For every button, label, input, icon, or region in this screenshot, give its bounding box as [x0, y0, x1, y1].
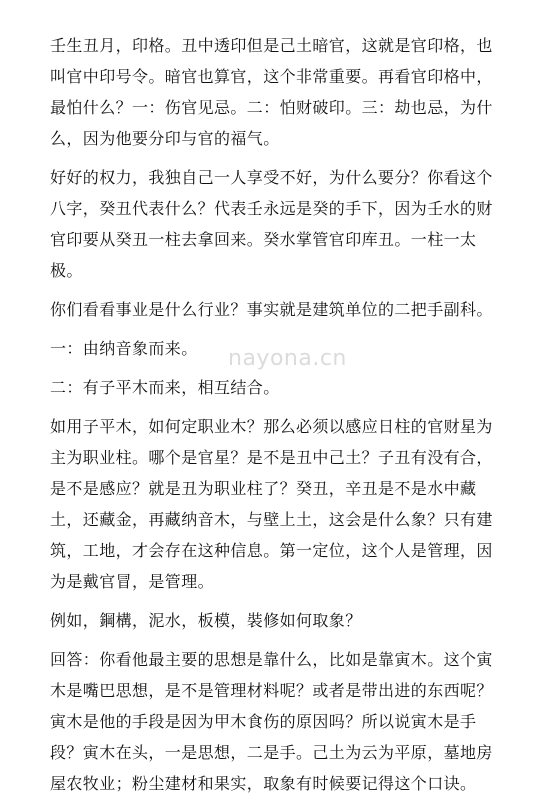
- paragraph-6: 如用子平木，如何定职业木？那么必须以感应日柱的官财星为主为职业柱。哪个是官星？是不是丑中己土？子丑有没有合，是不是感应？就是丑为职业柱了？癸丑，辛丑是不是水中藏土，还藏金，再藏纳音木，与壁上土，这会是什么象？只有建筑，工地，才会存在这种信息。第一定位，这个人是管理，因为是戴官冒，是管理。: [50, 417, 493, 591]
- paragraph-4: 一：由纳音象而来。: [50, 339, 198, 358]
- paragraph-8: 回答：你看他最主要的思想是靠什么，比如是靠寅木。这个寅木是嘴巴思想，是不是管理材料呢？或者是带出进的东西呢？寅木是他的手段是因为甲木食伤的原因吗？所以说寅木是手段？寅木在头，一是思想，二是手。己土为云为平原，墓地房屋农牧业；粉尘建材和果实，取象有时候要记得这个口诀。: [50, 650, 493, 793]
- paragraph-3: 你们看看事业是什么行业？事实就是建筑单位的二把手副科。: [50, 300, 493, 319]
- paragraph-2: 好好的权力，我独自己一人享受不好，为什么要分？你看这个八字，癸丑代表什么？代表壬永远是癸的手下，因为壬水的财官印要从癸丑一柱去拿回来。癸水掌管官印库丑。一柱一太极。: [50, 168, 493, 280]
- document-body: [50, 30, 505, 807]
- paragraph-5: 二：有子平木而来，相互结合。: [50, 378, 280, 397]
- paragraph-1: 壬生丑月，印格。丑中透印但是己土暗官，这就是官印格，也叫官中印号令。暗官也算官，这个非常重要。再看官印格中，最怕什么？一：伤官见忌。二：怕财破印。三：劫也忌，为什么，因为他要分印与官的福气。: [50, 36, 493, 148]
- watermark-text: nayona.cn: [228, 346, 347, 371]
- paragraph-7: 例如，鋼構，泥水，板模，裝修如何取象？: [50, 611, 362, 630]
